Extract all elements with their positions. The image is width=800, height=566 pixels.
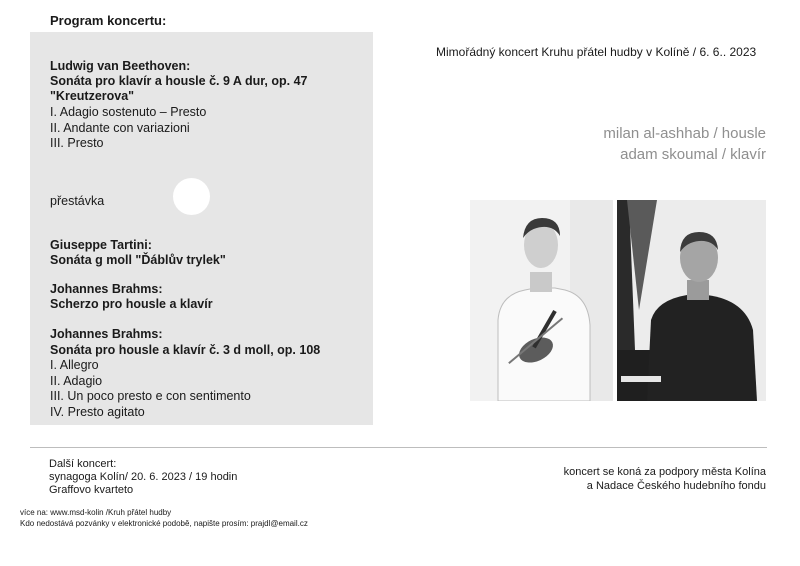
divider bbox=[30, 447, 767, 448]
piece4-movement-2: II. Adagio bbox=[50, 374, 103, 388]
piece4-movement-4: IV. Presto agitato bbox=[50, 405, 145, 419]
piece1-movement-2: II. Andante con variazioni bbox=[50, 121, 190, 135]
performer-violin: milan al-ashhab / housle bbox=[603, 125, 766, 142]
performer-piano: adam skoumal / klavír bbox=[620, 146, 766, 163]
piece2-title: Sonáta g moll "Ďáblův trylek" bbox=[50, 253, 226, 267]
piece1-composer: Ludwig van Beethoven: bbox=[50, 59, 191, 73]
piece1-movement-3: III. Presto bbox=[50, 136, 104, 150]
piece4-movement-3: III. Un poco presto e con sentimento bbox=[50, 389, 251, 403]
program-panel bbox=[30, 32, 373, 425]
piece1-subtitle: "Kreutzerova" bbox=[50, 89, 135, 103]
support-line-2: a Nadace Českého hudebního fondu bbox=[586, 480, 766, 492]
more-info-link[interactable]: více na: www.msd-kolin /Kruh přátel hudby bbox=[20, 508, 172, 517]
next-concert-label: Další koncert: bbox=[49, 458, 117, 470]
email-note: Kdo nedostává pozvánky v elektronické podobě, napište prosím: prajdl@email.cz bbox=[20, 519, 308, 528]
program-heading: Program koncertu: bbox=[50, 13, 167, 28]
piece4-composer: Johannes Brahms: bbox=[50, 327, 163, 341]
piece4-title: Sonáta pro housle a klavír č. 3 d moll, op. 108 bbox=[50, 343, 321, 357]
piece3-title: Scherzo pro housle a klavír bbox=[50, 297, 213, 311]
piece2-composer: Giuseppe Tartini: bbox=[50, 238, 152, 252]
photo-pianist bbox=[617, 200, 766, 401]
piece1-movement-1: I. Adagio sostenuto – Presto bbox=[50, 105, 207, 119]
support-line-1: koncert se koná za podpory města Kolína bbox=[563, 466, 766, 478]
concert-title: Mimořádný koncert Kruhu přátel hudby v Kolíně / 6. 6.. 2023 bbox=[436, 45, 757, 59]
decorative-circle bbox=[173, 178, 210, 215]
photo-violinist bbox=[470, 200, 613, 401]
next-concert-ensemble: Graffovo kvarteto bbox=[49, 484, 134, 496]
piece3-composer: Johannes Brahms: bbox=[50, 282, 163, 296]
piece4-movement-1: I. Allegro bbox=[50, 358, 99, 372]
support-note bbox=[564, 465, 766, 493]
next-concert-place: synagoga Kolín/ 20. 6. 2023 / 19 hodin bbox=[49, 471, 238, 483]
piece1-title: Sonáta pro klavír a housle č. 9 A dur, op. 47 bbox=[50, 74, 308, 88]
intermission: přestávka bbox=[50, 194, 105, 208]
